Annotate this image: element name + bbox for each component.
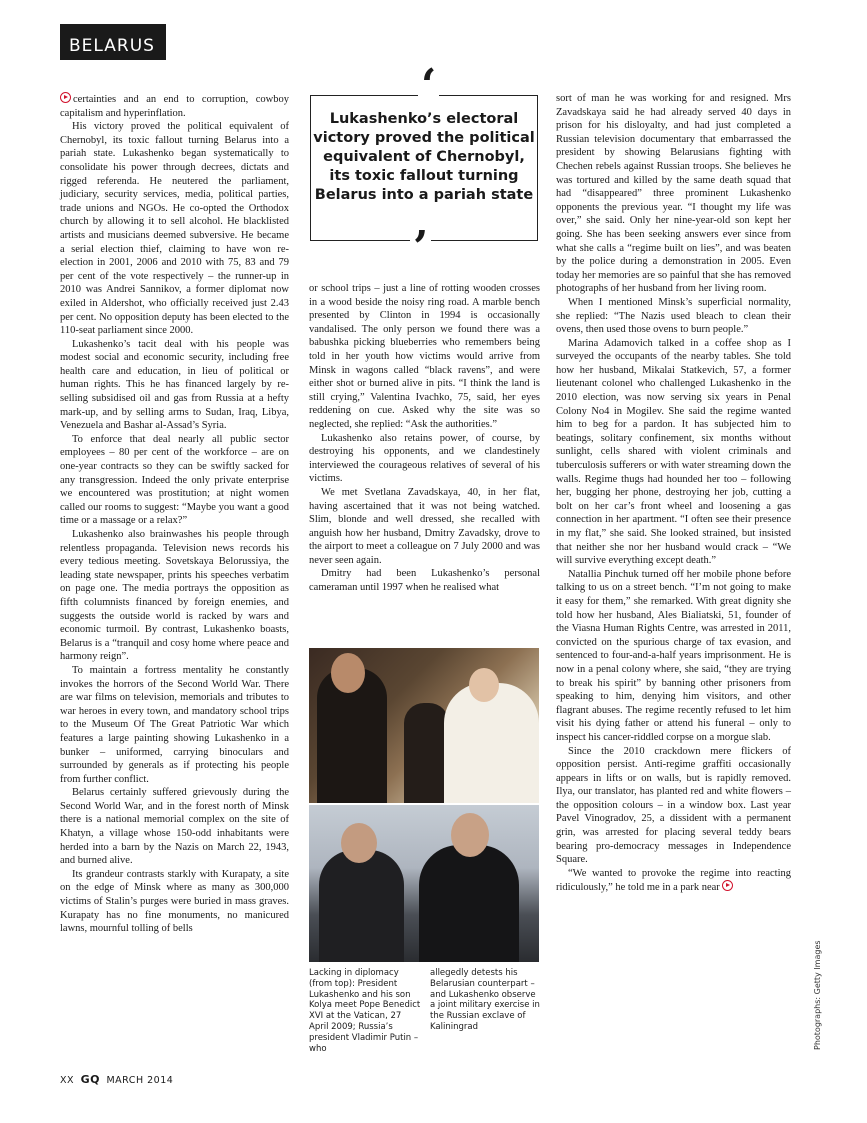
continued-arrow-icon [60,92,71,103]
pull-quote-text: Lukashenko’s electoral victory proved the political equivalent of Chernobyl, its toxic fallout turning Belarus into a pariah state [313,111,535,203]
paragraph: Dmitry had been Lukashenko’s personal cameraman until 1997 when he realised what [309,568,540,594]
paragraph [60,92,289,120]
photo-caption-left: Lacking in diplomacy (from top): President Lukashenko and his son Kolya meet Pope Benedict XVI at the Vatican, 27 April 2009; Russia’s president Vladimir Putin – who [309,968,421,1054]
page-footer [60,1073,173,1086]
figure-head [469,668,499,702]
paragraph [556,867,791,895]
article-column-3 [556,92,791,895]
photo-military-exercise [309,805,539,962]
page-number: XX [60,1075,75,1086]
photo-caption-right: allegedly detests his Belarusian counterpart – and Lukashenko observe a joint military exercise in the Russian exclave of Kaliningrad [430,968,540,1032]
paragraph: Lukashenko also retains power, of course, by destroying his opponents, and we clandestinely interviewed the courageous relatives of several of his victims. [309,432,540,485]
photo-credit: Photographs: Getty Images [813,940,822,1050]
figure-silhouette [404,703,449,803]
section-label: BELARUS [60,24,166,60]
figure-silhouette [319,850,404,962]
magazine-logo: GQ [80,1073,100,1086]
paragraph: When I mentioned Minsk’s superficial normality, she replied: “The Nazis used bleach to clean their ovens, then used those ovens to burn people.” [556,296,791,336]
paragraph-text: certainties and an end to corruption, cowboy capitalism and hyperinflation. [60,94,289,119]
paragraph: To maintain a fortress mentality he constantly invokes the horrors of the Second World War. There are war films on television, memorials and tributes to war heroes in every town, and mandatory school trips to the Museum Of The Great Patriotic War which features a large painting showing Lukashenko in a bunker – uniformed, carrying binoculars and surrounded by generals as if protecting his people from further conflict. [60,664,289,785]
open-quote-mark: ‘ [418,66,439,106]
paragraph: Its grandeur contrasts starkly with Kurapaty, a site on the edge of Minsk where as many as 300,000 victims of Stalin’s purges were buried in mass graves. Kurapaty has no fine monuments, no manicured lawns, mournful tolling of bells [60,868,289,935]
paragraph-text: “We wanted to provoke the regime into reacting ridiculously,” he told me in a park near [556,867,791,894]
issue-date: MARCH 2014 [106,1075,174,1086]
paragraph: Marina Adamovich talked in a coffee shop as I surveyed the occupants of the nearby tables. She told how her husband, Mikalai Statkevich, 57, a former lieutenant colonel who challenged Lukashenko in the 2010 election, was now serving six years in Penal Colony No4 in Mogilev. She said the regime wanted him to beg for a pardon. It has subjected him to beatings, solitary confinement, six months without sunlight, cells shared with violent criminals and tuberculosis sufferers or with water streaming down the walls. Regime thugs had hounded her too – following her, bugging her phone, destroying her job, cutting a bolt on her car’s front wheel and loosening a gas connection in her apartment. “I often see their presence in my flat,” she said. She looked strained, but insisted that neither she nor her husband would crack – “We will survive everything except death.” [556,337,791,567]
paragraph: Belarus certainly suffered grievously during the Second World War, and in the forest north of Minsk there is a national memorial complex on the site of Khatyn, a village whose 150-odd inhabitants were herded into a barn by the Nazis on March 22, 1943, and burned alive. [60,787,289,867]
paragraph: Since the 2010 crackdown mere flickers of opposition persist. Anti-regime graffiti occasionally appears in lifts or on walls, but is rapidly removed. Ilya, our translator, has planted red and white flowers – the opposition colours – in a window box. Last year Pavel Vinogradov, 25, a dissident with a permanent grin, was arrested for placing several teddy bears bearing pro-democracy messages in Independence Square. [556,745,791,866]
figure-head [341,823,377,863]
paragraph: or school trips – just a line of rotting wooden crosses in a wood beside the noisy ring road. A marble bench presented by Clinton in 1994 is occasionally vandalised. The only person we found there was a babushka picking blueberries who remembers being told in her youth how victims would arrive from Minsk in wagons called “black ravens”, and were either shot or burned alive in pits. “I think the land is still crying,” Valentina Ivachko, 75, said, her eyes reddening on cue. Asked why the site was so neglected, she replied: “Ask the authorities.” [309,283,540,430]
figure-head [331,653,365,693]
paragraph: To enforce that deal nearly all public sector employees – 80 per cent of the workforce – are on one-year contracts so they can be swiftly sacked for any transgression. Indeed the only private enterprise we encountered was prostitution; at night women called our rooms to suggest: “Maybe you want a good time or a massage or a relax?” [60,433,289,527]
article-column-2 [309,282,540,595]
photo-pope-meeting [309,648,539,803]
article-column-1 [60,92,289,936]
figure-robe [444,683,539,803]
paragraph: Lukashenko’s tacit deal with his people was modest social and economic security, including free health care and education, in lieu of political or human rights. This he has financed largely by re-selling subsidised oil and gas from Russia at a hefty mark-up, and by selling arms to Sudan, Iraq, Libya, Venezuela and Bashar al-Assad’s Syria. [60,338,289,432]
paragraph: We met Svetlana Zavadskaya, 40, in her flat, having ascertained that it was not being watched. Slim, blonde and well dressed, she recalled with anguish how her husband, Dmitry Zavadsky, drove to the airport to meet a colleague on 7 July 2000 and was never seen again. [309,486,540,566]
paragraph: Natallia Pinchuk turned off her mobile phone before talking to us on a street bench. “I’m not going to make it easy for them,” she remarked. With great dignity she told how her husband, Ales Bialiatski, 51, founder of the Viasna Human Rights Centre, was arrested in 2011, convicted on the spurious charge of tax evasion, and sentenced to four-and-a-half years imprisonment. He is now in a penal colony where, she said, “they are trying to break his spirit” by banning other prisoners from speaking to him, denying him visitors, and other flagrant abuses. The regime recently refused to let him visit his dying father or attend his funeral – only to inspect his cancer-riddled corpse on a morgue slab. [556,568,791,743]
pull-quote-box [310,95,538,241]
close-quote-mark: ’ [410,228,431,268]
paragraph: His victory proved the political equivalent of Chernobyl, its toxic fallout turning Belarus into a pariah state. Lukashenko began systematically to consolidate his power through decrees, dictats and rigged referenda. He neutered the parliament, judiciary, security services, media, political parties, trade unions and NGOs. He co-opted the Orthodox church by allowing it to sell alcohol. He blacklisted artists and musicians deemed subversive. He became a serial election thief, claiming to have won re-election in 2001, 2006 and 2010 with 75, 83 and 79 per cent of the vote respectively – the runner-up in 2010 was Andrei Sannikov, a former diplomat now exiled in Aldershot, who officially received just 2.43 per cent. No opposition deputy has been elected to the 110-seat parliament since 2000. [60,121,289,337]
paragraph: Lukashenko also brainwashes his people through relentless propaganda. Television news records his every tedious meeting. Sovetskaya Belorussiya, the leading state newspaper, prints his speeches verbatim on page one. The media portrays the opposition as fifth columnists financed by foreign enemies, and suggests the outside world is racked by wars and economic turmoil. By contrast, Lukashenko boasts, Belarus is a “tranquil and cosy home where peace and harmony reign”. [60,529,289,663]
figure-silhouette [419,845,519,962]
figure-head [451,813,489,857]
continued-arrow-icon [722,880,733,891]
paragraph: sort of man he was working for and resigned. Mrs Zavadskaya said he had already served 40 days in prison for his disloyalty, and had just completed a Russian television documentary that embarrassed the president by showing Belarusians fighting with Chechen rebels against Russian troops. She believes he was tortured and killed by the same death squad that had “disappeared” three prominent Lukashenko opponents the previous year. “I thought my life was over,” she said. Only her nine-year-old son kept her going. She has been seeking answers ever since from what she calls a “regime built on lies”, and was beaten by the police during a demonstration in 2005. Even today her memories are so painful that she has removed photographs of her husband from her living room. [556,93,791,295]
